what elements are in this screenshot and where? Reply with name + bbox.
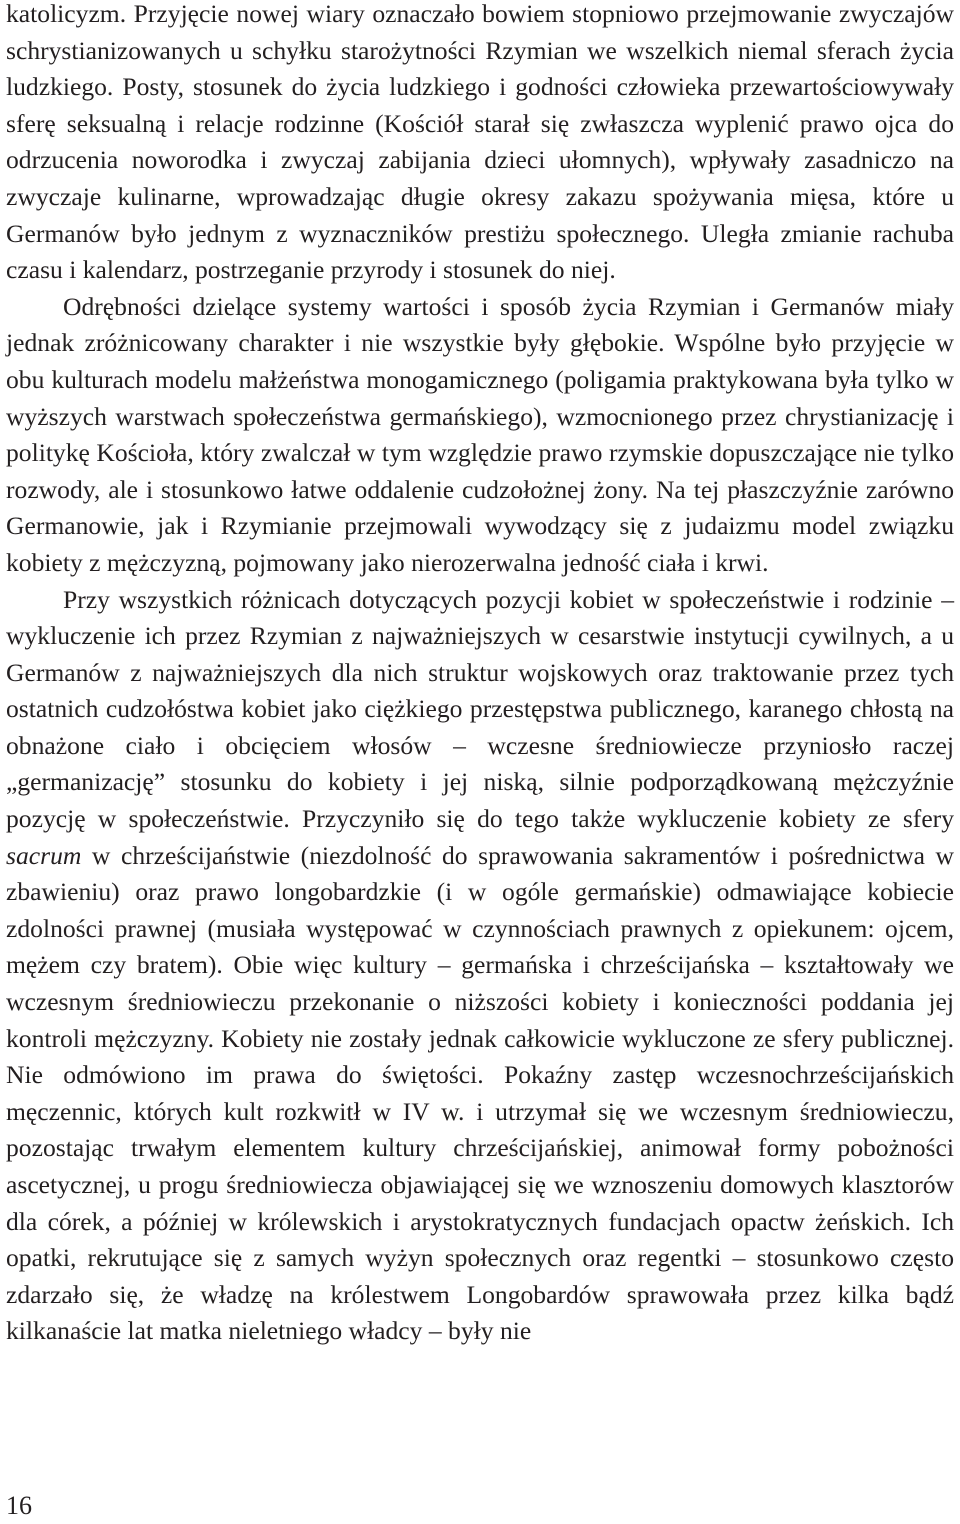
- page-body: [6, 0, 954, 1350]
- paragraph-1: katolicyzm. Przyjęcie nowej wiary oznaczało bowiem stopniowo przejmowanie zwyczajów schrystianizowanych u schyłku starożytności Rzymian we wszelkich niemal sferach życia ludzkiego. Posty, stosunek do życia ludzkiego i godności człowieka przewartościowywały sferę seksualną i relacje rodzinne (Kościół starał się zwłaszcza wyplenić prawo ojca do odrzucenia noworodka i zwyczaj zabijania dzieci ułomnych), wpływały zasadniczo na zwyczaje kulinarne, wprowadzając długie okresy zakazu spożywania mięsa, które u Germanów było jednym z wyznaczników prestiżu społecznego. Uległa zmianie rachuba czasu i kalendarz, postrzeganie przyrody i stosunek do niej.: [6, 0, 954, 285]
- paragraph-3-part-1: Przy wszystkich różnicach dotyczących pozycji kobiet w społeczeństwie i rodzinie – wykluczenie ich przez Rzymian z najważniejszych w cesarstwie instytucji cywilnych, a u Germanów z najważniejszych dla nich struktur wojskowych oraz traktowanie przez tych ostatnich cudzołóstwa kobiet jako ciężkiego przestępstwa publicznego, karanego chłostą na obnażone ciało i obcięciem włosów – wczesne średniowiecze przyniosło raczej „germanizację” stosunku do kobiety i jej niską, silnie podporządkowaną mężczyźnie pozycję w społeczeństwie. Przyczyniło się do tego także wykluczenie kobiety ze sfery: [6, 584, 954, 834]
- italic-term: sacrum: [6, 840, 82, 870]
- paragraph-2: Odrębności dzielące systemy wartości i sposób życia Rzymian i Germanów miały jednak zróżnicowany charakter i nie wszystkie były głębokie. Wspólne było przyjęcie w obu kulturach modelu małżeństwa monogamicznego (poligamia praktykowana była tylko w wyższych warstwach społeczeństwa germańskiego), wzmocnionego przez chrystianizację i politykę Kościoła, który zwalczał w tym względzie prawo rzymskie dopuszczające nie tylko rozwody, ale i stosunkowo łatwe oddalenie cudzołożnej żony. Na tej płaszczyźnie zarówno Germanowie, jak i Rzymianie przejmowali wywodzący się z judaizmu model związku kobiety z mężczyzną, pojmowany jako nierozerwalna jedność ciała i krwi.: [6, 291, 954, 577]
- paragraph-3: [6, 582, 954, 1350]
- paragraph-3-part-2: w chrześcijaństwie (niezdolność do sprawowania sakramentów i pośrednictwa w zbawieniu) oraz prawo longobardzkie (i w ogóle germańskie) odmawiające kobiecie zdolności prawnej (musiała występować w czynnościach prawnych z opiekunem: ojcem, mężem czy bratem). Obie więc kultury – germańska i chrześcijańska – kształtowały we wczesnym średniowieczu przekonanie o niższości kobiety i konieczności poddania jej kontroli mężczyzny. Kobiety nie zostały jednak całkowicie wykluczone ze sfery publicznej. Nie odmówiono im prawa do świętości. Pokaźny zastęp wczesnochrześcijańskich męczennic, których kult rozkwitł w IV w. i utrzymał się we wczesnym średniowieczu, pozostając trwałym elementem kultury chrześcijańskiej, animował formy pobożności ascetycznej, u progu średniowiecza objawiającej się we wznoszeniu domowych klasztorów dla córek, a później w królewskich i arystokratycznych fundacjach opactw żeńskich. Ich opatki, rekrutujące się z samych wyżyn społecznych oraz regentki – stosunkowo często zdarzało się, że władzę na królestwem Longobardów sprawowała przez kilka bądź kilkanaście lat matka nieletniego władcy – były nie: [6, 840, 954, 1346]
- page-number: 16: [6, 1491, 32, 1520]
